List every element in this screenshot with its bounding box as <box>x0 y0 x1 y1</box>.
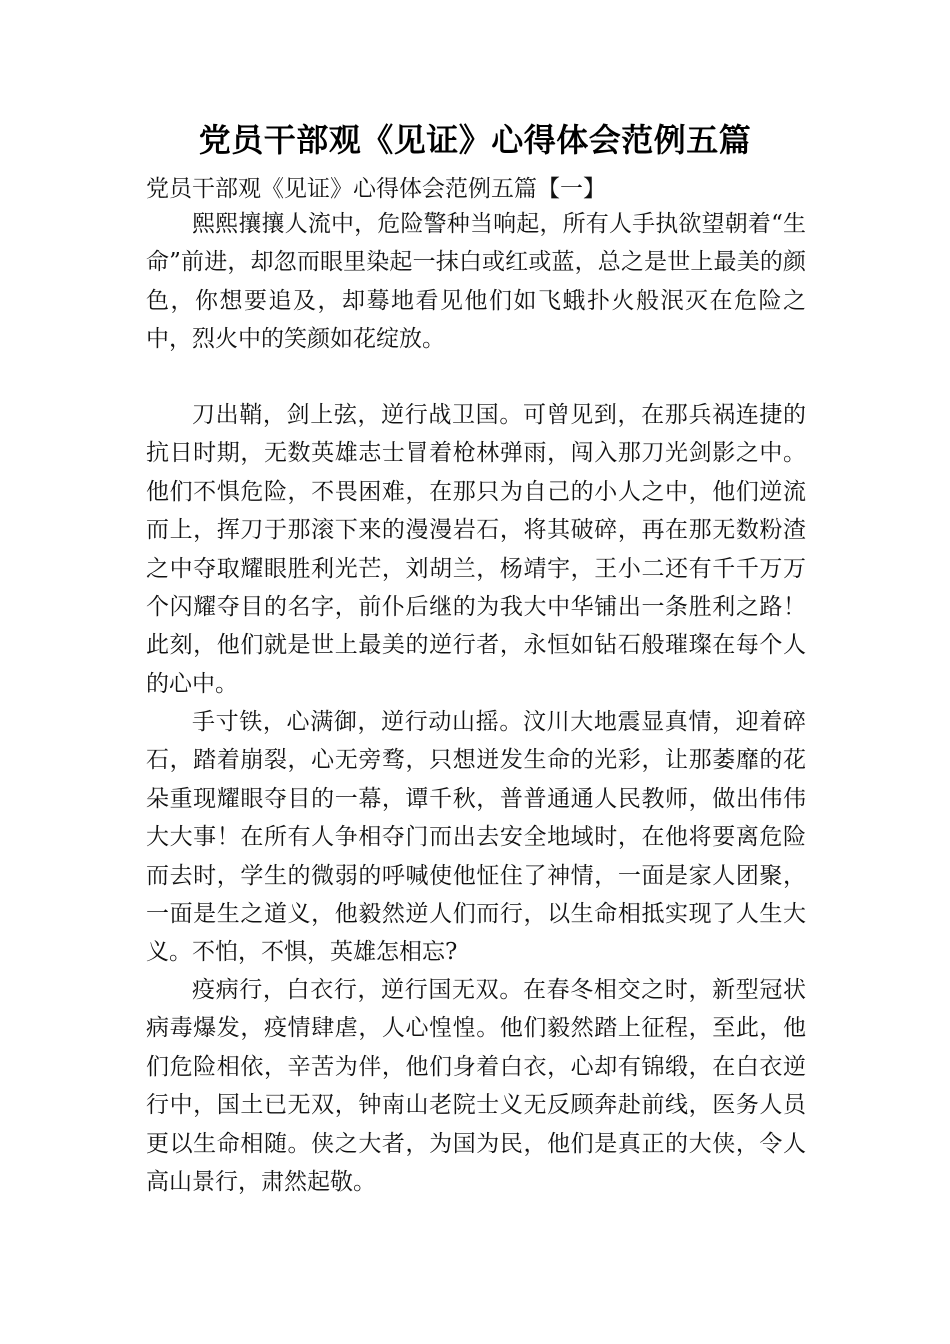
paragraph-2: 刀出鞘，剑上弦，逆行战卫国。可曾见到，在那兵祸连捷的抗日时期，无数英雄志士冒着枪林弹雨，闯入那刀光剑影之中。他们不惧危险，不畏困难，在那只为自己的小人之中，他们逆流而上，挥刀于那滚下来的漫漫岩石，将其破碎，再在那无数粉渣之中夺取耀眼胜利光芒，刘胡兰，杨靖宇，王小二还有千千万万个闪耀夺目的名字，前仆后继的为我大中华铺出一条胜利之路！此刻，他们就是世上最美的逆行者，永恒如钻石般璀璨在每个人的心中。 <box>146 402 806 697</box>
paragraph-1: 熙熙攘攘人流中，危险警种当响起，所有人手执欲望朝着“生命”前进，却忽而眼里染起一抹白或红或蓝，总之是世上最美的颜色，你想要追及，却蓦地看见他们如飞蛾扑火般泯灭在危险之中，烈火中的笑颜如花绽放。 <box>146 211 806 353</box>
paragraph-4: 疫病行，白衣行，逆行国无双。在春冬相交之时，新型冠状病毒爆发，疫情肆虐，人心惶惶。他们毅然踏上征程，至此，他们危险相依，辛苦为伴，他们身着白衣，心却有锦缎，在白衣逆行中，国土已无双，钟南山老院士义无反顾奔赴前线，医务人员更以生命相随。侠之大者，为国为民，他们是真正的大侠，令人高山景行，肃然起敬。 <box>146 977 806 1196</box>
document-title: 党员干部观《见证》心得体会范例五篇 <box>198 121 752 159</box>
section-heading: 党员干部观《见证》心得体会范例五篇【一】 <box>146 176 606 202</box>
paragraph-3: 手寸铁，心满御，逆行动山摇。汶川大地震显真情，迎着碎石，踏着崩裂，心无旁骛，只想迸发生命的光彩，让那萎靡的花朵重现耀眼夺目的一幕，谭千秋，普普通通人民教师，做出伟伟大大事！在所有人争相夺门而出去安全地域时，在他将要离危险而去时，学生的微弱的呼喊使他怔住了神情，一面是家人团聚，一面是生之道义，他毅然逆人们而行，以生命相抵实现了人生大义。不怕，不惧，英雄怎相忘? <box>146 709 806 966</box>
